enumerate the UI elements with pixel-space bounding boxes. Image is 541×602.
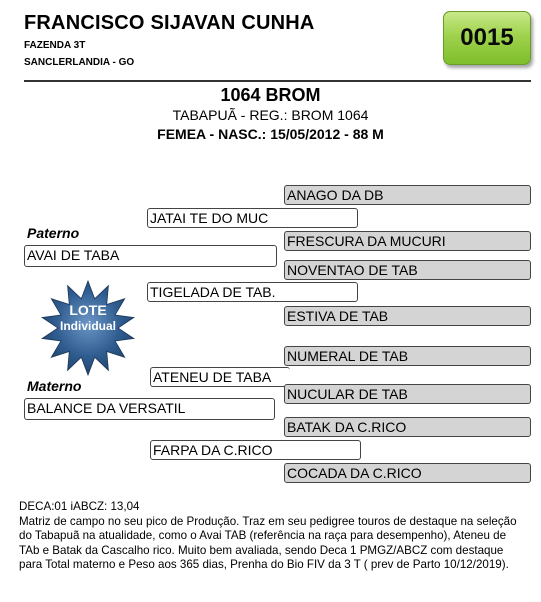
pedigree-sire: AVAI DE TABA [24, 245, 277, 267]
pedigree-dam-sire: ATENEU DE TABA [150, 367, 290, 387]
sex-birth-date: FEMEA - NASC.: 15/05/2012 - 88 M [157, 126, 384, 142]
pedigree-dam-sire-dam: NUCULAR DE TAB [284, 384, 531, 404]
lot-number-badge: 0015 [443, 11, 531, 65]
notes-section [19, 500, 529, 573]
farm-name: FAZENDA 3T [24, 40, 86, 51]
lote-badge-line1: LOTE [69, 302, 107, 318]
owner-name: FRANCISCO SIJAVAN CUNHA [24, 12, 315, 34]
lote-badge-text [40, 302, 136, 334]
animal-id: 1064 BROM [220, 85, 321, 105]
pedigree-dam-dam-sire: BATAK DA C.RICO [284, 417, 531, 437]
pedigree-dam-dam-dam: COCADA DA C.RICO [284, 463, 531, 483]
paternal-label: Paterno [27, 225, 80, 241]
maternal-label: Materno [27, 378, 82, 394]
pedigree-sire-dam: TIGELADA DE TAB. [147, 282, 358, 302]
header-divider [24, 80, 531, 82]
breed-registration: TABAPUÃ - REG.: BROM 1064 [172, 107, 369, 123]
pedigree-sire-dam-dam: ESTIVA DE TAB [284, 306, 531, 326]
pedigree-sire-sire: JATAI TE DO MUC [147, 208, 358, 228]
pedigree-sire-sire-dam: FRESCURA DA MUCURI [284, 231, 531, 251]
animal-description: Matriz de campo no seu pico de Produção. Traz em seu pedigree touros de destaque na seleção do Tabapuã na atualidade, como o Avai TAB (referência na raça para desempenho), Ateneu de TAb e Batak da Cascalho rico. Muito bem avaliada, sendo Deca 1 PMGZ/ABCZ com destaque para Total materno e Peso aos 365 dias, Prenha do Bio FIV da 3 T ( prev de Parto 10/12/2019). [19, 514, 517, 572]
city-name: SANCLERLANDIA - GO [24, 57, 135, 68]
pedigree-sire-sire-sire: ANAGO DA DB [284, 185, 531, 205]
pedigree-dam: BALANCE DA VERSATIL [24, 398, 275, 420]
pedigree-sire-dam-sire: NOVENTAO DE TAB [284, 260, 531, 280]
genetic-stats: DECA:01 iABCZ: 13,04 [19, 500, 140, 513]
lote-badge-line2: Individual [59, 319, 116, 333]
pedigree-dam-sire-sire: NUMERAL DE TAB [284, 346, 531, 366]
pedigree-dam-dam: FARPA DA C.RICO [150, 440, 361, 460]
